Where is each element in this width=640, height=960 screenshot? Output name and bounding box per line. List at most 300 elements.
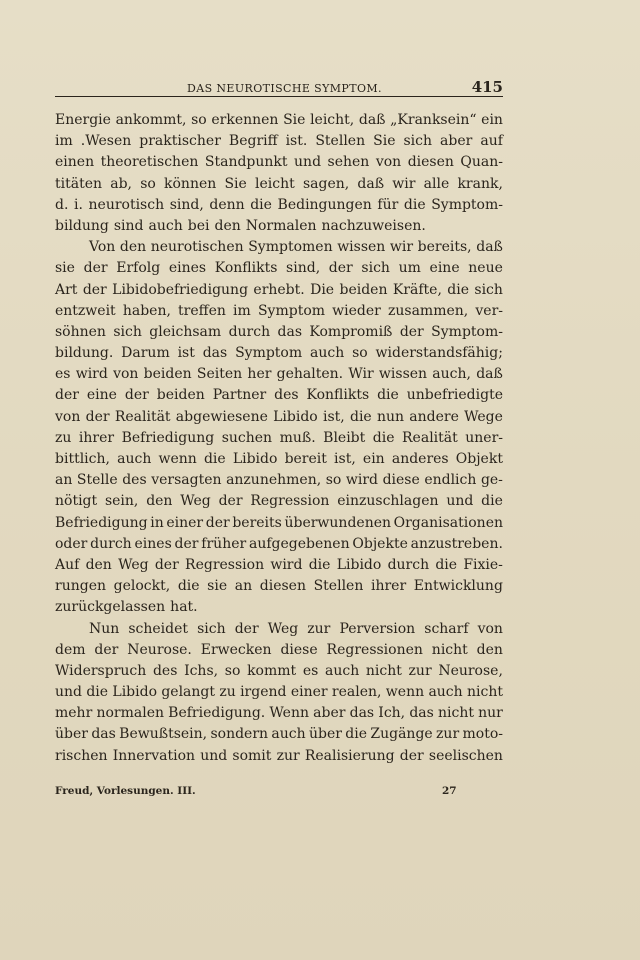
word: scharf	[424, 620, 469, 637]
word: erkennen	[211, 112, 279, 128]
word: leicht	[255, 175, 295, 192]
word: so	[224, 662, 241, 679]
word: erhebt.	[253, 281, 305, 298]
word: haben,	[122, 302, 171, 319]
word: rungen	[55, 578, 106, 595]
word: und	[294, 154, 322, 171]
text-line	[55, 619, 503, 640]
running-title: DAS NEUROTISCHE SYMPTOM.	[187, 82, 382, 95]
word: Bewußtsein,	[119, 726, 208, 743]
word: eine	[429, 260, 460, 277]
word: aber	[440, 133, 473, 150]
word: bereits,	[417, 239, 472, 256]
word: und	[200, 747, 228, 764]
word: im	[55, 133, 73, 150]
word: des	[122, 472, 147, 489]
word: nicht	[437, 705, 474, 722]
word: ein	[362, 451, 385, 467]
word: ver-	[475, 302, 503, 319]
word: .Wesen	[80, 133, 132, 150]
word: überwundenen	[284, 514, 392, 531]
word: die	[403, 196, 426, 213]
word: dem	[55, 641, 86, 658]
word: von	[375, 154, 402, 171]
word: sein,	[104, 493, 139, 510]
word: Objekte	[352, 535, 408, 552]
word: widerstandsfähig;	[375, 345, 503, 362]
word: scheidet	[128, 620, 189, 637]
word: sich	[403, 133, 433, 150]
word: her	[247, 366, 272, 383]
word: daß	[476, 366, 503, 383]
word: muß.	[279, 429, 316, 446]
word: wenn	[158, 451, 197, 467]
word: zu	[219, 684, 236, 701]
text-line	[55, 682, 503, 703]
text-line	[55, 237, 503, 258]
word: ihrer	[78, 429, 115, 446]
text-line	[55, 640, 503, 661]
word: und	[446, 493, 474, 510]
word: bei	[187, 217, 210, 234]
word: nicht	[365, 662, 402, 679]
footer-signature: Freud, Vorlesungen. III.	[55, 785, 196, 797]
word: daß	[476, 239, 503, 256]
word: die	[308, 556, 331, 573]
word: die	[86, 684, 109, 701]
word: in	[150, 514, 164, 531]
word: sondern	[210, 726, 269, 743]
word: auch	[428, 684, 463, 701]
word: so	[191, 112, 207, 128]
word: Libido	[232, 451, 278, 467]
word: daß	[357, 175, 385, 192]
word: der	[328, 260, 353, 277]
word: die	[345, 726, 368, 743]
word: sind,	[286, 260, 321, 277]
word: Widerspruch	[55, 662, 147, 679]
word: gelangt	[161, 684, 216, 701]
word: die	[481, 493, 503, 510]
word: Ichs,	[184, 662, 219, 679]
word: ist.	[285, 133, 308, 150]
word: für	[377, 196, 399, 213]
word: Perversion	[339, 620, 416, 637]
word: auch,	[432, 366, 471, 383]
word: so	[140, 175, 156, 192]
word: hat.	[170, 599, 198, 616]
word: sie	[55, 260, 75, 277]
text-line	[55, 174, 503, 195]
word: Symptom-	[431, 323, 503, 340]
word: anzustreben.	[410, 535, 503, 552]
word: um	[398, 260, 421, 277]
word: versagten	[151, 472, 222, 489]
word: treffen	[178, 302, 226, 319]
text-line	[55, 491, 503, 512]
word: bildung	[55, 217, 109, 234]
word: Befriedigung.	[168, 705, 266, 722]
word: Symptom	[235, 345, 303, 362]
word: bereits	[232, 514, 282, 531]
page-number: 415	[471, 78, 503, 96]
word: Kräfte,	[392, 281, 442, 298]
text-line	[55, 576, 503, 597]
word: bereit	[284, 451, 327, 467]
text-line	[55, 216, 503, 237]
word: Objekt	[455, 451, 503, 467]
word: und	[55, 684, 82, 701]
word: realen,	[331, 684, 382, 701]
word: anderes	[391, 451, 449, 467]
word: den	[214, 217, 241, 234]
text-line	[55, 343, 503, 364]
word: zur	[276, 747, 300, 764]
text-line	[55, 280, 503, 301]
word: Neurose.	[127, 641, 192, 658]
word: Realität	[114, 408, 171, 425]
word: können	[164, 175, 217, 192]
word: auch	[324, 662, 360, 679]
word: beiden	[143, 366, 192, 383]
word: aufgegebenen	[248, 535, 350, 552]
word: das	[409, 705, 434, 722]
text-line	[55, 364, 503, 385]
text-line	[55, 110, 503, 131]
word: über	[55, 726, 88, 743]
word: zurückgelassen	[55, 599, 166, 616]
word: nur	[478, 705, 503, 722]
word: Ich,	[378, 705, 406, 722]
word: auch	[148, 217, 183, 234]
word: bildung.	[55, 345, 114, 362]
word: uner-	[465, 429, 503, 446]
word: krank,	[457, 175, 503, 192]
word: sich	[113, 323, 142, 340]
word: Libido	[273, 408, 318, 425]
word: der	[174, 535, 199, 552]
word: eines	[134, 535, 172, 552]
word: Sie	[373, 133, 396, 150]
word: des	[274, 387, 299, 404]
word: Von	[89, 239, 116, 256]
word: den	[476, 641, 503, 658]
word: oder	[55, 535, 88, 552]
word: sich	[474, 281, 503, 298]
word: entzweit	[55, 302, 116, 319]
word: beiden	[339, 281, 388, 298]
word: bittlich,	[55, 451, 110, 467]
text-line	[55, 449, 503, 470]
word: andere	[409, 408, 459, 425]
word: sich	[197, 620, 226, 637]
word: es	[55, 366, 71, 383]
word: alle	[423, 175, 450, 192]
word: sich	[361, 260, 390, 277]
word: es	[302, 662, 319, 679]
word: die	[377, 387, 399, 404]
word: Regression	[250, 493, 330, 510]
word: Kompromiß	[309, 323, 393, 340]
word: Wir	[348, 366, 374, 383]
word: Wenn	[269, 705, 309, 722]
word: die	[435, 556, 458, 573]
word: aber	[313, 705, 346, 722]
word: wird	[270, 556, 303, 573]
word: so	[352, 345, 368, 362]
word: gelockt,	[113, 578, 171, 595]
word: sind,	[169, 196, 204, 213]
word: der	[218, 493, 243, 510]
word: der	[205, 514, 230, 531]
word: der	[234, 620, 259, 637]
word: einer	[290, 684, 328, 701]
word: das	[91, 726, 116, 743]
word: Sie	[224, 175, 247, 192]
word: somit	[232, 747, 272, 764]
word: Neurose,	[438, 662, 503, 679]
word: die	[203, 451, 226, 467]
word: anzunehmen,	[226, 472, 322, 489]
word: einer	[166, 514, 204, 531]
word: Wege	[464, 408, 503, 425]
word: der	[154, 556, 179, 573]
word: Art	[55, 281, 78, 298]
text-line	[55, 746, 503, 767]
word: theoretischen	[100, 154, 199, 171]
word: irgend	[240, 684, 287, 701]
word: Sie	[283, 112, 306, 128]
text-line	[55, 258, 503, 279]
word: ist,	[334, 451, 356, 467]
running-head	[55, 78, 503, 98]
word: wird	[75, 366, 108, 383]
word: wird	[345, 472, 379, 489]
word: zusammen,	[388, 302, 469, 319]
word: diesen	[407, 154, 454, 171]
word: beiden	[156, 387, 205, 404]
word: Erfolg	[116, 260, 161, 277]
word: Stellen	[313, 578, 364, 595]
word: an	[55, 472, 73, 489]
word: Nun	[89, 620, 120, 637]
word: wissen	[378, 366, 428, 383]
text-line	[55, 724, 503, 745]
word: Auf	[55, 556, 80, 573]
word: wir	[389, 239, 414, 256]
word: Regressionen	[326, 641, 423, 658]
word: durch	[387, 556, 430, 573]
word: das	[349, 705, 375, 722]
word: Normalen	[245, 217, 317, 234]
word: ihrer	[370, 578, 407, 595]
word: Stellen	[315, 133, 366, 150]
word: den	[119, 239, 147, 256]
word: Konflikts	[214, 260, 278, 277]
word: so	[325, 472, 342, 489]
word: eine	[86, 387, 117, 404]
word: des	[152, 662, 178, 679]
word: mehr	[55, 705, 93, 722]
word: Quan-	[460, 154, 503, 171]
word: leicht,	[310, 112, 355, 128]
word: den	[85, 556, 112, 573]
word: der	[82, 281, 107, 298]
word: die	[372, 429, 395, 446]
word: Weg	[118, 556, 149, 573]
word: diesen	[259, 578, 306, 595]
word: der	[83, 260, 108, 277]
word: Regression	[185, 556, 265, 573]
word: Entwicklung	[413, 578, 503, 595]
word: von	[477, 620, 503, 637]
word: an	[234, 578, 253, 595]
word: einen	[55, 154, 95, 171]
word: der	[55, 387, 79, 404]
word: nicht	[467, 684, 503, 701]
word: zur	[436, 726, 460, 743]
word: Erwecken	[200, 641, 272, 658]
word: daß	[358, 112, 386, 128]
word: Realität	[402, 429, 458, 446]
word: Libidobefriedigung	[112, 281, 249, 298]
word: den	[146, 493, 173, 510]
word: Bedingungen	[277, 196, 372, 213]
word: Organisationen	[393, 514, 503, 531]
word: Libido	[336, 556, 382, 573]
word: von	[113, 366, 139, 383]
word: ist	[177, 345, 195, 362]
word: die	[177, 578, 200, 595]
word: zur	[408, 662, 432, 679]
word: Bleibt	[323, 429, 366, 446]
word: im	[233, 302, 251, 319]
word: Innervation	[112, 747, 196, 764]
word: über	[308, 726, 342, 743]
word: nun	[376, 408, 405, 425]
footer-sheet-mark: 27	[442, 785, 457, 797]
word: nicht	[431, 641, 468, 658]
header-rule	[55, 96, 503, 97]
word: sind	[113, 217, 144, 234]
body-text	[55, 110, 503, 767]
word: wenn	[385, 684, 425, 701]
word: suchen	[221, 429, 273, 446]
word: von	[55, 408, 81, 425]
word: diese	[280, 641, 318, 658]
word: Zugänge	[370, 726, 433, 743]
word: i.	[74, 196, 83, 213]
text-line	[55, 322, 503, 343]
word: rischen	[55, 747, 108, 764]
word: einzuschlagen	[337, 493, 439, 510]
word: Fixie-	[463, 556, 503, 573]
word: nötigt	[55, 493, 98, 510]
word: nachzuweisen.	[321, 217, 426, 234]
word: eines	[168, 260, 207, 277]
word: der	[94, 641, 119, 658]
word: die	[349, 408, 372, 425]
word: Konflikts	[306, 387, 370, 404]
text-line	[55, 534, 503, 555]
word: Symptom	[257, 302, 326, 319]
word: auch	[271, 726, 306, 743]
word: der	[124, 387, 149, 404]
word: söhnen	[55, 323, 106, 340]
word: das	[277, 323, 303, 340]
word: früher	[201, 535, 247, 552]
word: wir	[392, 175, 416, 192]
word: durch	[228, 323, 271, 340]
word: Partner	[212, 387, 267, 404]
word: sagen,	[302, 175, 350, 192]
word: das	[202, 345, 228, 362]
word: der	[399, 747, 424, 764]
word: unbefriedigte	[406, 387, 503, 404]
word: Weg	[267, 620, 299, 637]
word: Seiten	[196, 366, 243, 383]
text-line	[55, 385, 503, 406]
word: d.	[55, 196, 69, 213]
text-line	[55, 407, 503, 428]
word: ein	[481, 112, 503, 128]
word: wieder	[332, 302, 381, 319]
word: „Kranksein“	[390, 112, 477, 128]
text-line	[55, 301, 503, 322]
word: Symptom-	[431, 196, 503, 213]
text-line	[55, 513, 503, 534]
text-line	[55, 152, 503, 173]
word: ab,	[110, 175, 132, 192]
word: sie	[207, 578, 228, 595]
word: seelischen	[428, 747, 503, 764]
word: gleichsam	[149, 323, 222, 340]
word: Befriedigung	[121, 429, 215, 446]
word: der	[85, 408, 110, 425]
text-line	[55, 195, 503, 216]
word: neurotischen	[150, 239, 244, 256]
word: Darum	[121, 345, 170, 362]
word: sehen	[327, 154, 370, 171]
word: die	[447, 281, 470, 298]
text-line	[55, 428, 503, 449]
word: moto-	[462, 726, 503, 743]
word: wissen	[337, 239, 386, 256]
word: Befriedigung	[55, 514, 148, 531]
word: Begriff	[228, 133, 278, 150]
word: durch	[90, 535, 132, 552]
text-line	[55, 131, 503, 152]
text-line	[55, 470, 503, 491]
word: auch	[117, 451, 152, 467]
word: zur	[307, 620, 331, 637]
text-line	[55, 597, 503, 618]
word: Stelle	[76, 472, 118, 489]
word: Libido	[112, 684, 157, 701]
text-line	[55, 661, 503, 682]
word: zu	[55, 429, 72, 446]
word: ge-	[480, 472, 503, 489]
word: kommt	[247, 662, 297, 679]
text-line	[55, 555, 503, 576]
word: Energie	[55, 112, 111, 128]
word: der	[399, 323, 424, 340]
word: Standpunkt	[204, 154, 288, 171]
word: ankommt,	[115, 112, 187, 128]
word: Symptomen	[248, 239, 333, 256]
word: Die	[310, 281, 335, 298]
word: neue	[468, 260, 503, 277]
